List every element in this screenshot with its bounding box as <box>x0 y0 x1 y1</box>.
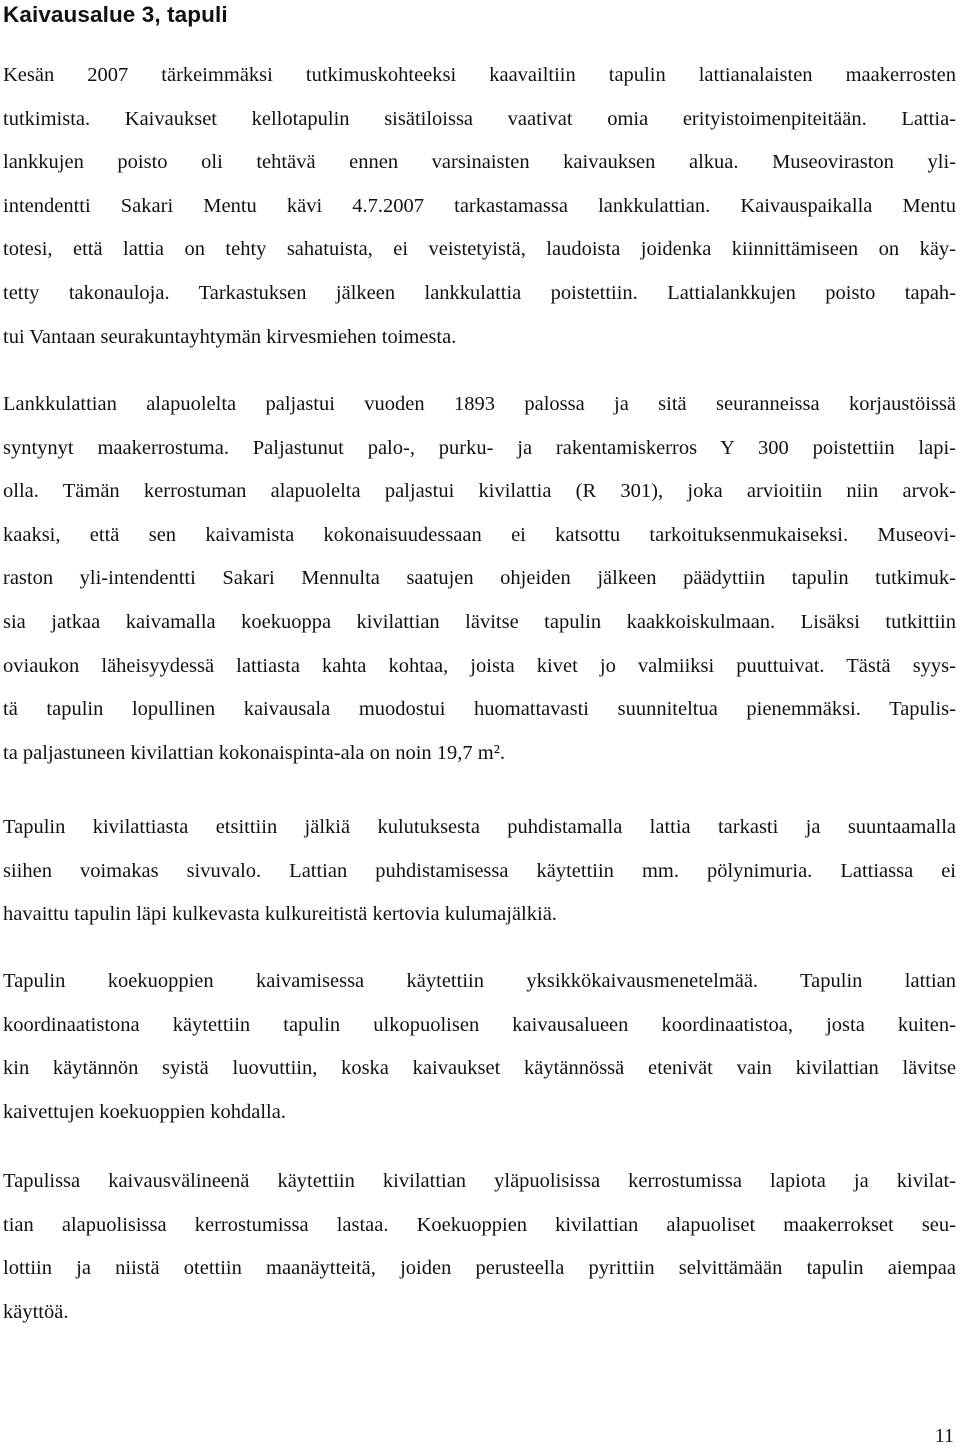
text-line: käyttöä. <box>3 1300 69 1323</box>
text-line: tä tapulin lopullinen kaivausala muodostui huomattavasti suunniteltua pienemmäksi. Tapulis- <box>3 698 956 721</box>
text-line: sia jatkaa kaivamalla koekuoppa kivilattian lävitse tapulin kaakkoiskulmaan. Lisäksi tutkittiin <box>3 610 956 633</box>
section-heading: Kaivausalue 3, tapuli <box>3 2 228 27</box>
text-line: Kesän 2007 tärkeimmäksi tutkimuskohteeksi kaavailtiin tapulin lattianalaisten maakerrosten <box>3 64 956 86</box>
text-line: Tapulin koekuoppien kaivamisessa käytettiin yksikkökaivausmenetelmää. Tapulin lattian <box>3 970 956 992</box>
text-line: havaittu tapulin läpi kulkevasta kulkureitistä kertovia kulumajälkiä. <box>3 903 557 926</box>
text-line: tian alapuolisissa kerrostumissa lastaa. Koekuoppien kivilattian alapuoliset maakerrokset seu- <box>3 1213 956 1236</box>
text-line: syntynyt maakerrostuma. Paljastunut palo-, purku- ja rakentamiskerros Y 300 poistettiin lapi- <box>3 436 956 459</box>
paragraph-method <box>3 960 956 1134</box>
text-line: intendentti Sakari Mentu kävi 4.7.2007 tarkastamassa lankkulattian. Kaivauspaikalla Mentu <box>3 194 956 217</box>
text-line: kaaksi, että sen kaivamista kokonaisuudessaan ei katsottu tarkoituksenmukaiseksi. Museovi- <box>3 523 956 546</box>
paragraph-tools <box>3 1160 956 1334</box>
paragraph-layers <box>3 383 956 775</box>
text-line: oviaukon läheisyydessä lattiasta kahta kohtaa, joista kivet jo valmiiksi puuttuivat. Tästä syys- <box>3 654 956 677</box>
text-line: tutkimista. Kaivaukset kellotapulin sisätiloissa vaativat omia erityistoimenpiteitään. Lattia- <box>3 107 956 130</box>
text-line: kaivettujen koekuoppien kohdalla. <box>3 1100 286 1123</box>
paragraph-excavation-start <box>3 54 956 359</box>
text-line: lottiin ja niistä otettiin maanäytteitä, joiden perusteella pyrittiin selvittämään tapulin aiempaa <box>3 1257 956 1280</box>
text-line: koordinaatistona käytettiin tapulin ulkopuolisen kaivausalueen koordinaatistoa, josta kuiten- <box>3 1013 956 1036</box>
text-line: lankkujen poisto oli tehtävä ennen varsinaisten kaivauksen alkua. Museoviraston yli- <box>3 151 956 174</box>
text-line: Tapulissa kaivausvälineenä käytettiin kivilattian yläpuolisissa kerrostumissa lapiota ja kivilat- <box>3 1170 956 1192</box>
page-number: 11 <box>934 1425 954 1447</box>
text-line: totesi, että lattia on tehty sahatuista, ei veistetyistä, laudoista joidenka kiinnittämiseen on käy- <box>3 238 956 261</box>
text-line: siihen voimakas sivuvalo. Lattian puhdistamisessa käytettiin mm. pölynimuria. Lattiassa ei <box>3 859 956 882</box>
text-line: Tapulin kivilattiasta etsittiin jälkiä kulutuksesta puhdistamalla lattia tarkasti ja suuntaamalla <box>3 816 956 838</box>
text-line: olla. Tämän kerrostuman alapuolelta paljastui kivilattia (R 301), joka arvioitiin niin arvok- <box>3 480 956 503</box>
paragraph-wear-marks <box>3 806 956 937</box>
text-line: kin käytännön syistä luovuttiin, koska kaivaukset käytännössä etenivät vain kivilattian lävitse <box>3 1057 956 1080</box>
text-line: tetty takonauloja. Tarkastuksen jälkeen lankkulattia poistettiin. Lattialankkujen poisto tapah- <box>3 281 956 304</box>
text-line: tui Vantaan seurakuntayhtymän kirvesmiehen toimesta. <box>3 325 457 348</box>
text-line: raston yli-intendentti Sakari Mennulta saatujen ohjeiden jälkeen päädyttiin tapulin tutkimuk- <box>3 567 956 590</box>
text-line: Lankkulattian alapuolelta paljastui vuoden 1893 palossa ja sitä seuranneissa korjaustöissä <box>3 393 956 415</box>
text-line: ta paljastuneen kivilattian kokonaispinta-ala on noin 19,7 m². <box>3 741 506 764</box>
